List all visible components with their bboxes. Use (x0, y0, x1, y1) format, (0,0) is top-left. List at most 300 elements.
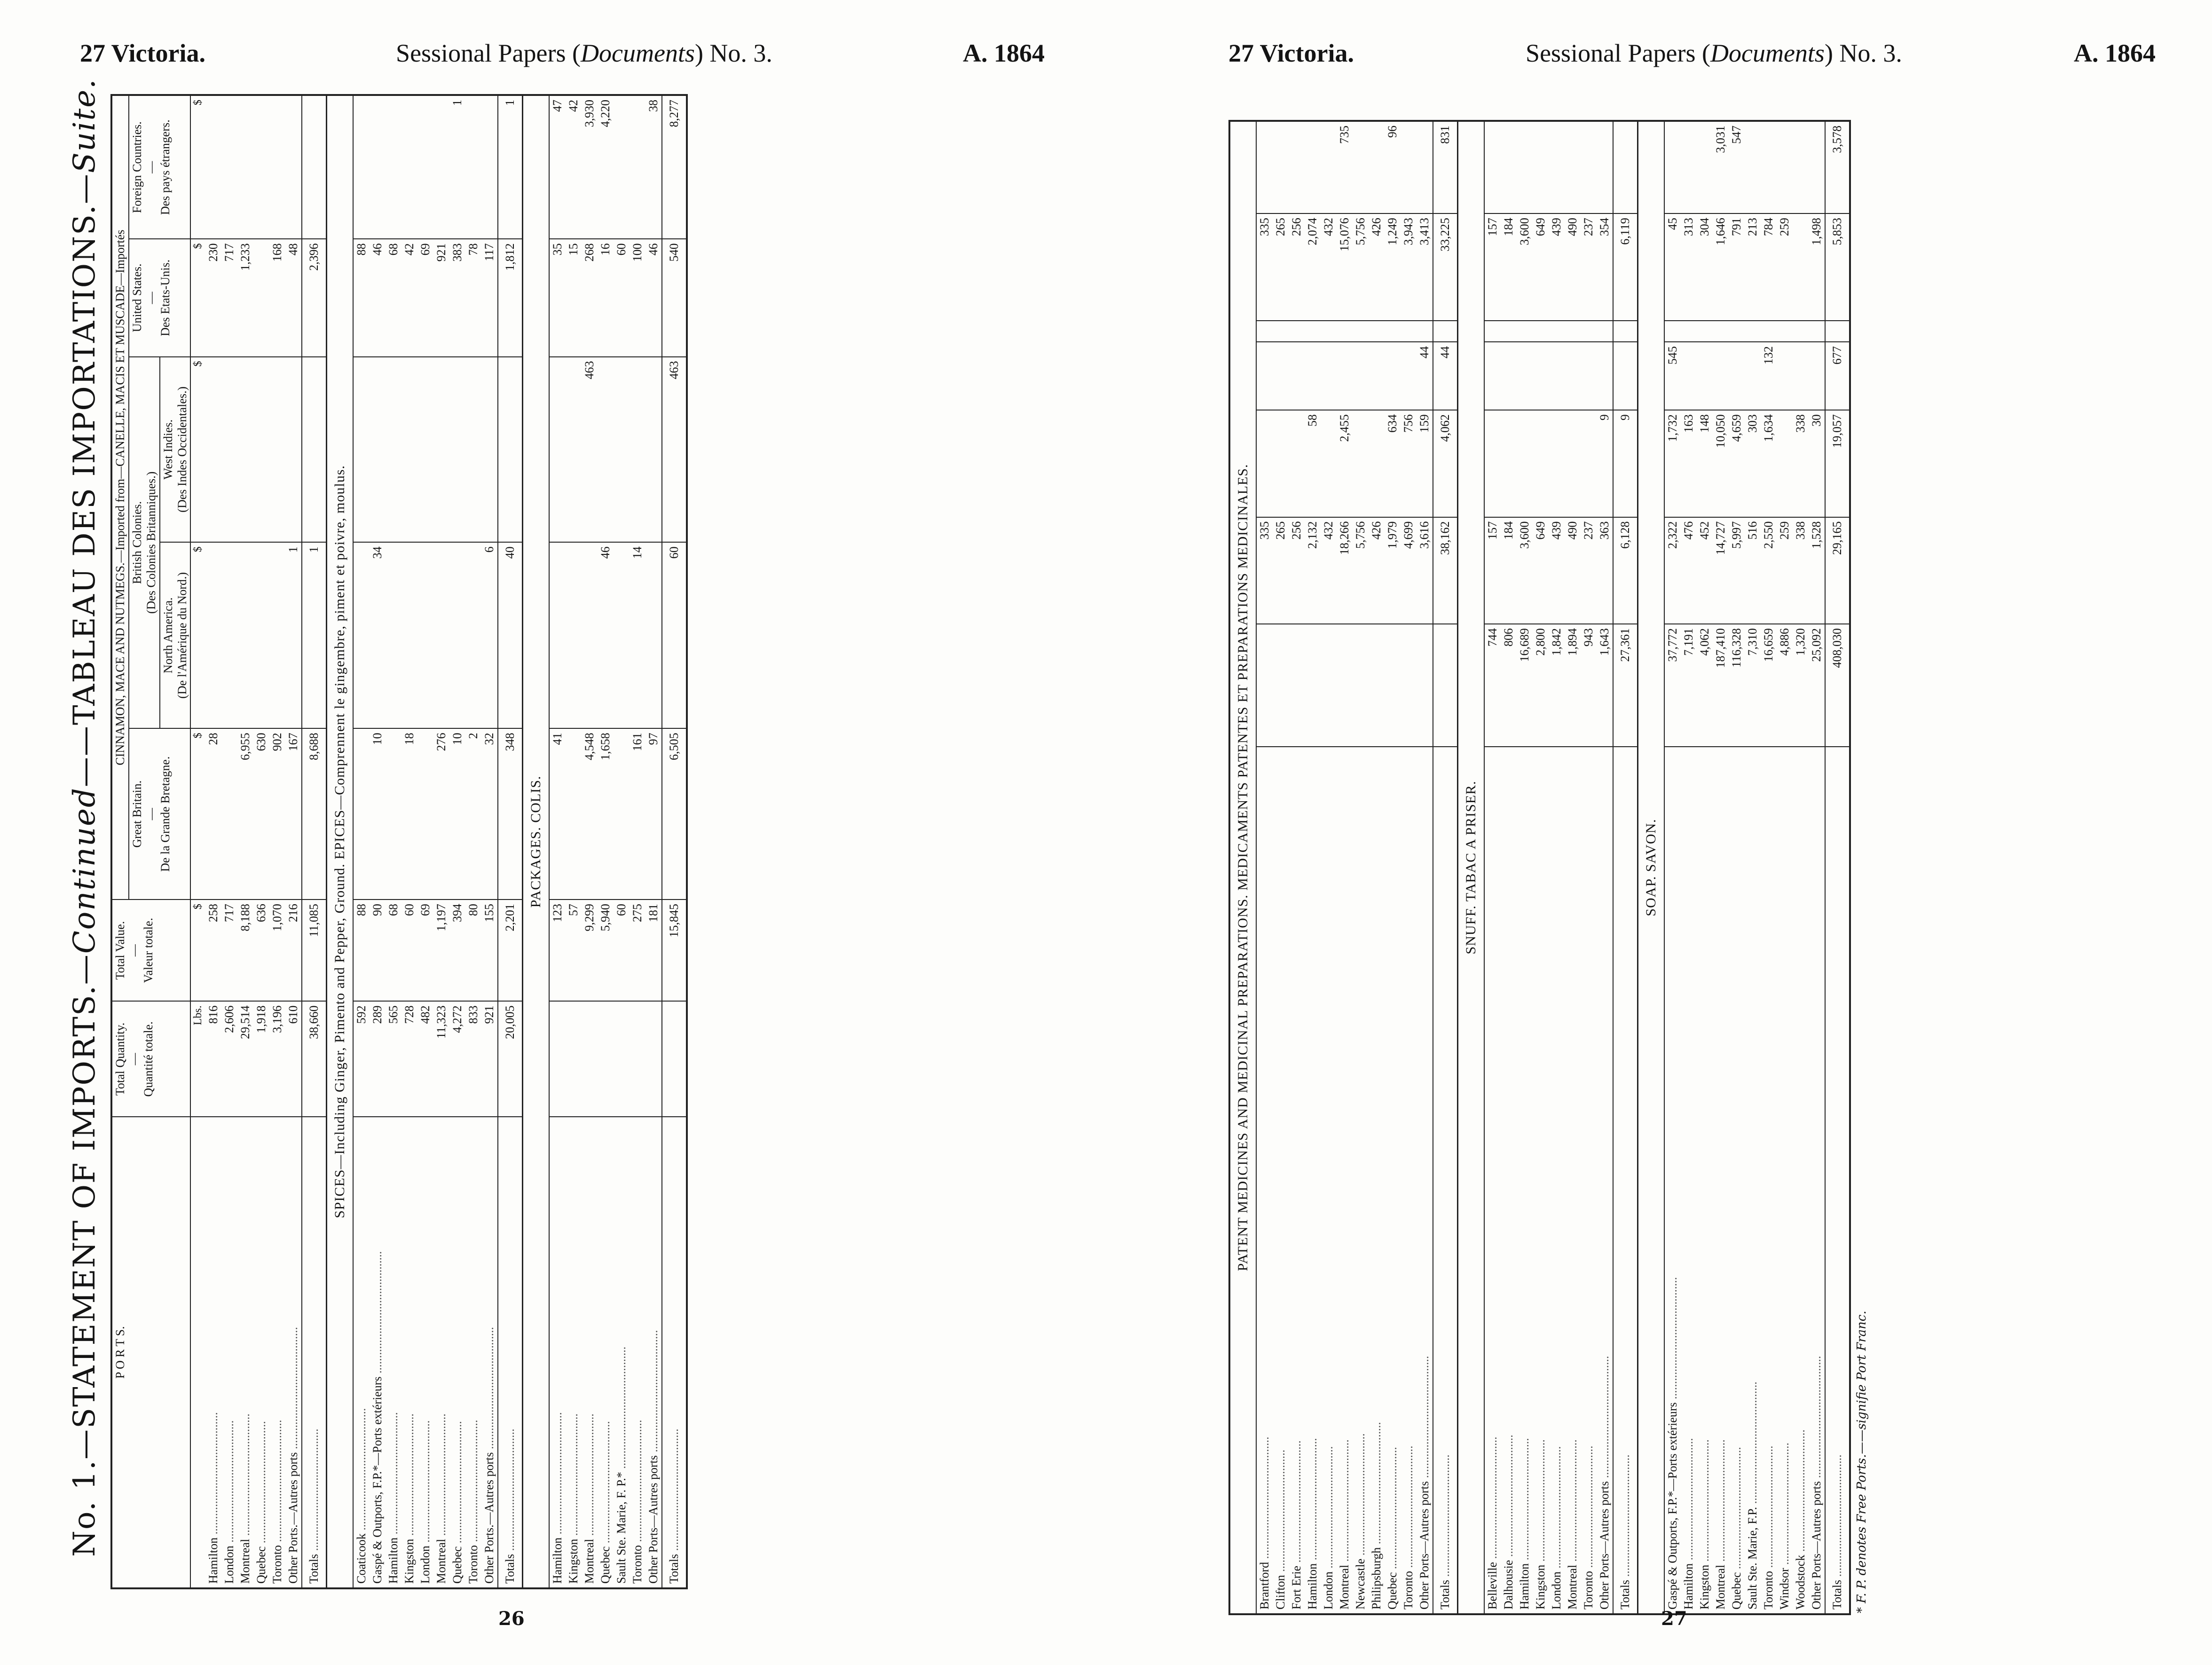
cell-wi (1745, 321, 1761, 342)
cell-fc (1256, 121, 1273, 213)
cell-wi (269, 357, 285, 543)
port-name: Brantford ..... (1256, 747, 1273, 1614)
cell-gb (566, 728, 582, 900)
total-na: 1 (302, 542, 327, 728)
title-main: No. 1.—STATEMENT OF IMPORTS.— (67, 954, 102, 1557)
total-value: 29,165 (1825, 517, 1850, 624)
cell-na (614, 542, 630, 728)
cell-qty (1321, 624, 1337, 746)
cell-us: 313 (1681, 213, 1697, 320)
cell-fc (1321, 121, 1337, 213)
cell-wi (1777, 321, 1793, 342)
total-na: 60 (662, 542, 687, 728)
cell-wi (1809, 321, 1825, 342)
cell-qty: 943 (1581, 624, 1597, 746)
cell-wi (481, 357, 498, 543)
cell-na (1337, 342, 1353, 410)
cell-us: 3,600 (1517, 213, 1533, 320)
cell-fc (1401, 121, 1417, 213)
cell-gb (1581, 410, 1597, 517)
cell-value: 155 (481, 900, 498, 1001)
table-row (1697, 121, 1713, 1614)
total-value: 38,162 (1433, 517, 1458, 624)
sess-suffix: ) No. 3. (694, 39, 772, 67)
cell-fc (1793, 121, 1809, 213)
cell-qty (1385, 624, 1401, 746)
table-row (1305, 121, 1321, 1614)
section-header (327, 95, 354, 1588)
cell-fc (1353, 121, 1369, 213)
cell-gb: 6,955 (237, 728, 253, 900)
cell-us: 168 (269, 239, 285, 356)
port-name: Quebec ..... (1385, 747, 1401, 1614)
port-name: Hamilton ..... (1517, 747, 1533, 1614)
cell-na (1321, 342, 1337, 410)
table-row (253, 95, 269, 1588)
cell-value: 432 (1321, 517, 1337, 624)
cell-gb: 10 (370, 728, 386, 900)
sess-prefix-right: Sessional Papers ( (1526, 39, 1710, 67)
total-value: 6,128 (1613, 517, 1638, 624)
cell-qty: 2,606 (221, 1001, 237, 1117)
cell-qty: 4,272 (449, 1001, 465, 1117)
cell-qty: 806 (1501, 624, 1517, 746)
cell-fc (481, 95, 498, 239)
cell-qty: 1,894 (1565, 624, 1581, 746)
cell-wi (449, 357, 465, 543)
cell-qty: 816 (205, 1001, 221, 1117)
cell-us: 649 (1533, 213, 1549, 320)
port-name: Montreal ..... (1713, 747, 1729, 1614)
totals-row (662, 95, 687, 1588)
cell-fc (237, 95, 253, 239)
right-running-header (1228, 27, 2156, 79)
cell-wi (353, 357, 370, 543)
cell-gb: 167 (285, 728, 302, 900)
cell-gb: 276 (433, 728, 449, 900)
cell-us: 259 (1777, 213, 1793, 320)
cell-wi (1581, 321, 1597, 342)
table-row (1565, 121, 1581, 1614)
cell-value: 90 (370, 900, 386, 1001)
port-name: Montreal ..... (1565, 747, 1581, 1614)
cell-us: 45 (1664, 213, 1681, 320)
cell-fc: 1 (449, 95, 465, 239)
cell-us: 5,756 (1353, 213, 1369, 320)
cell-fc (1501, 121, 1517, 213)
cell-wi (614, 357, 630, 543)
cell-value: 216 (285, 900, 302, 1001)
cell-qty: 289 (370, 1001, 386, 1117)
cell-na: 132 (1761, 342, 1777, 410)
cell-na (1484, 342, 1501, 410)
cell-wi (1337, 321, 1353, 342)
west-indies-header: West Indies. (Des Indes Occidentales.) (160, 357, 191, 543)
unit-blank (190, 1117, 205, 1588)
year-label-right: A. 1864 (2074, 39, 2156, 67)
section-title: SOAP. SAVON. (1638, 121, 1665, 1614)
cell-value: 335 (1256, 517, 1273, 624)
cell-value: 157 (1484, 517, 1501, 624)
section-title: PACKAGES. COLIS. (523, 95, 550, 1588)
total-qty: 408,030 (1825, 624, 1850, 746)
port-name: Montreal ..... (582, 1117, 598, 1588)
cell-na (566, 542, 582, 728)
table-row (1417, 121, 1433, 1614)
cell-na (353, 542, 370, 728)
table-row (1369, 121, 1385, 1614)
right-table-rotated (1228, 120, 2169, 1615)
total-us: 1,812 (498, 239, 523, 356)
cell-wi (386, 357, 401, 543)
cell-wi: 463 (582, 357, 598, 543)
cell-wi (1273, 321, 1289, 342)
cell-fc: 42 (566, 95, 582, 239)
section-title: SPICES—Including Ginger, Pimento and Pepper, Ground. EPICES—Comprennent le gingembre, piment et poivre, moulus. (327, 95, 354, 1588)
cell-qty: 1,918 (253, 1001, 269, 1117)
cell-value: 3,600 (1517, 517, 1533, 624)
port-name: Other Ports—Autres ports ..... (1809, 747, 1825, 1614)
table-row (237, 95, 253, 1588)
cell-fc (401, 95, 417, 239)
cell-qty: 728 (401, 1001, 417, 1117)
port-name: Toronto ..... (1761, 747, 1777, 1614)
cell-us: 100 (630, 239, 645, 356)
port-name: Toronto ..... (630, 1117, 645, 1588)
port-name: Other Ports.—Autres ports ..... (481, 1117, 498, 1588)
cell-na (1549, 342, 1565, 410)
cell-us: 921 (433, 239, 449, 356)
cell-wi (645, 357, 662, 543)
cell-qty (645, 1001, 662, 1117)
port-name: Newcastle ..... (1353, 747, 1369, 1614)
cell-gb: 1,732 (1664, 410, 1681, 517)
cell-fc: 3,930 (582, 95, 598, 239)
cell-gb (417, 728, 433, 900)
cell-fc (1681, 121, 1697, 213)
cell-gb (1517, 410, 1533, 517)
table-row (386, 95, 401, 1588)
cell-gb (1369, 410, 1385, 517)
sessional-papers-label (396, 39, 772, 68)
cell-value: 5,997 (1729, 517, 1745, 624)
cell-qty (1337, 624, 1353, 746)
cell-gb (1256, 410, 1273, 517)
cell-na (1697, 342, 1713, 410)
port-name: Quebec ..... (1729, 747, 1745, 1614)
session-label: 27 Victoria. (80, 39, 205, 67)
port-name: London ..... (221, 1117, 237, 1588)
cell-fc (1273, 121, 1289, 213)
cell-gb: 97 (645, 728, 662, 900)
totals-row (1613, 121, 1638, 1614)
unit-wi: $ (190, 357, 205, 543)
cell-fc (465, 95, 481, 239)
cell-qty (1369, 624, 1385, 746)
unit-value: $ (190, 900, 205, 1001)
port-name: Gaspé & Outports, F.P.*—Ports extérieurs ..... (370, 1117, 386, 1588)
cell-na (417, 542, 433, 728)
unit-gb: $ (190, 728, 205, 900)
cell-gb (1353, 410, 1369, 517)
table-row (1256, 121, 1273, 1614)
cell-qty (582, 1001, 598, 1117)
cell-value: 258 (205, 900, 221, 1001)
cell-wi (1729, 321, 1745, 342)
sess-italic: Documents (580, 39, 695, 67)
cell-qty: 592 (353, 1001, 370, 1117)
cell-fc (1517, 121, 1533, 213)
cell-na (1809, 342, 1825, 410)
cell-us: 46 (645, 239, 662, 356)
totals-row (1433, 121, 1458, 1614)
cell-value: 275 (630, 900, 645, 1001)
port-name: Windsor ..... (1777, 747, 1793, 1614)
total-gb: 19,057 (1825, 410, 1850, 517)
cell-na (549, 542, 566, 728)
cell-fc: 3,031 (1713, 121, 1729, 213)
table-row (205, 95, 221, 1588)
sess-prefix: Sessional Papers ( (396, 39, 581, 67)
cell-na (645, 542, 662, 728)
cell-us: 490 (1565, 213, 1581, 320)
left-table-wrap (110, 94, 1051, 1589)
cell-gb: 58 (1305, 410, 1321, 517)
cell-qty: 29,514 (237, 1001, 253, 1117)
foreign-countries-header: Foreign Countries. — Des pays étrangers. (129, 95, 191, 239)
cell-us: 1,233 (237, 239, 253, 356)
cell-na (1597, 342, 1613, 410)
cell-wi (465, 357, 481, 543)
totals-label: Totals ..... (302, 1117, 327, 1588)
cell-wi (1385, 321, 1401, 342)
cell-na (1501, 342, 1517, 410)
total-wi: 463 (662, 357, 687, 543)
table-row (1664, 121, 1681, 1614)
cell-value: 426 (1369, 517, 1385, 624)
cell-gb: 2,455 (1337, 410, 1353, 517)
cell-na (1729, 342, 1745, 410)
table-row (1597, 121, 1613, 1614)
cell-na: 545 (1664, 342, 1681, 410)
table-row (1385, 121, 1401, 1614)
cell-qty: 4,886 (1777, 624, 1793, 746)
port-name: Other Ports—Autres ports ..... (645, 1117, 662, 1588)
cell-fc: 735 (1337, 121, 1353, 213)
cell-na (582, 542, 598, 728)
cell-us: 60 (614, 239, 630, 356)
right-page (1106, 0, 2212, 1665)
cell-fc: 96 (1385, 121, 1401, 213)
port-name: Hamilton ..... (1305, 747, 1321, 1614)
table-row (1401, 121, 1417, 1614)
cell-wi (1321, 321, 1337, 342)
cell-gb: 756 (1401, 410, 1417, 517)
port-name: Montreal ..... (433, 1117, 449, 1588)
cell-wi (630, 357, 645, 543)
table-row (630, 95, 645, 1588)
cell-gb: 1,658 (598, 728, 614, 900)
cell-fc (269, 95, 285, 239)
cell-qty (549, 1001, 566, 1117)
cell-fc: 547 (1729, 121, 1745, 213)
table-row (481, 95, 498, 1588)
imports-table-left (110, 94, 688, 1589)
port-name: Toronto ..... (269, 1117, 285, 1588)
cell-fc (1369, 121, 1385, 213)
cell-na: 1 (285, 542, 302, 728)
table-row (465, 95, 481, 1588)
cell-fc (1745, 121, 1761, 213)
total-wi (1613, 321, 1638, 342)
cell-wi (1305, 321, 1321, 342)
cell-na (1273, 342, 1289, 410)
port-name: Quebec ..... (449, 1117, 465, 1588)
unit-na: $ (190, 542, 205, 728)
cell-us: 184 (1501, 213, 1517, 320)
cell-gb: 18 (401, 728, 417, 900)
port-name: Hamilton ..... (1681, 747, 1697, 1614)
ports-header: P O R T S. (111, 1117, 190, 1588)
total-qty: 38,660 (302, 1001, 327, 1117)
cell-wi (1256, 321, 1273, 342)
cell-us (1793, 213, 1809, 320)
port-name: Kingston ..... (1533, 747, 1549, 1614)
table-row (1777, 121, 1793, 1614)
totals-label: Totals ..... (1433, 747, 1458, 1614)
cell-gb (1289, 410, 1305, 517)
cell-value: 2,550 (1761, 517, 1777, 624)
cell-wi (1681, 321, 1697, 342)
cell-gb: 4,548 (582, 728, 598, 900)
cell-value: 88 (353, 900, 370, 1001)
port-name: Hamilton ..... (386, 1117, 401, 1588)
cell-na (269, 542, 285, 728)
table-row (1533, 121, 1549, 1614)
total-qty: 27,361 (1613, 624, 1638, 746)
cell-wi (1549, 321, 1565, 342)
port-name: Belleville ..... (1484, 747, 1501, 1614)
total-na: 44 (1433, 342, 1458, 410)
total-fc: 1 (498, 95, 523, 239)
cell-wi (417, 357, 433, 543)
cell-qty (1273, 624, 1289, 746)
cell-gb: 10 (449, 728, 465, 900)
page-number-right: 27 (1661, 1608, 1687, 1630)
section-header (1458, 121, 1485, 1614)
port-name: Kingston ..... (1697, 747, 1713, 1614)
cell-na (1565, 342, 1581, 410)
table-row (598, 95, 614, 1588)
cell-gb: 28 (205, 728, 221, 900)
table-row (614, 95, 630, 1588)
cell-value: 57 (566, 900, 582, 1001)
total-qty (1433, 624, 1458, 746)
cell-wi (1597, 321, 1613, 342)
table-row (285, 95, 302, 1588)
cell-value: 259 (1777, 517, 1793, 624)
cell-us: 717 (221, 239, 237, 356)
totals-row (498, 95, 523, 1588)
port-name: Sault Ste. Marie, F. P.* ..... (614, 1117, 630, 1588)
port-name: Other Ports—Autres ports ..... (1597, 747, 1613, 1614)
cell-gb (1273, 410, 1289, 517)
cell-gb: 32 (481, 728, 498, 900)
right-table-wrap (1228, 120, 2169, 1615)
cell-na (465, 542, 481, 728)
cell-us: 304 (1697, 213, 1713, 320)
unit-qty: Lbs. (190, 1001, 205, 1117)
total-quantity-header: Total Quantity. — Quantité totale. (111, 1001, 190, 1117)
table-row (449, 95, 465, 1588)
cell-wi (253, 357, 269, 543)
port-name: Quebec ..... (253, 1117, 269, 1588)
total-wi (1825, 321, 1850, 342)
cell-value: 3,616 (1417, 517, 1433, 624)
cell-na (1289, 342, 1305, 410)
cell-wi (1369, 321, 1385, 342)
cell-gb: 303 (1745, 410, 1761, 517)
sess-suffix-right: ) No. 3. (1824, 39, 1902, 67)
cell-gb: 634 (1385, 410, 1401, 517)
cell-qty: 1,643 (1597, 624, 1613, 746)
unit-row (190, 95, 205, 1588)
total-wi (1433, 321, 1458, 342)
cell-us: 265 (1273, 213, 1289, 320)
cell-wi (1517, 321, 1533, 342)
cell-gb (221, 728, 237, 900)
cell-gb: 41 (549, 728, 566, 900)
cell-gb (353, 728, 370, 900)
port-name: Montreal ..... (237, 1117, 253, 1588)
port-name: Woodstock ..... (1793, 747, 1809, 1614)
total-us: 2,396 (302, 239, 327, 356)
cell-value: 452 (1697, 517, 1713, 624)
cell-value: 60 (401, 900, 417, 1001)
cell-gb: 4,659 (1729, 410, 1745, 517)
cell-value: 265 (1273, 517, 1289, 624)
cell-fc (285, 95, 302, 239)
total-na: 40 (498, 542, 523, 728)
cell-us: 68 (386, 239, 401, 356)
cell-us: 69 (417, 239, 433, 356)
totals-label: Totals ..... (1825, 747, 1850, 1614)
cell-wi (1353, 321, 1369, 342)
cell-value: 636 (253, 900, 269, 1001)
cell-wi (433, 357, 449, 543)
left-running-header (80, 27, 1045, 79)
port-name: Montreal ..... (1337, 747, 1353, 1614)
cell-na (205, 542, 221, 728)
total-value: 15,845 (662, 900, 687, 1001)
free-port-footnote: * F. P. denotes Free Ports.——signifie Port Franc. (1855, 1310, 1869, 1613)
cell-wi (1713, 321, 1729, 342)
cell-value: 649 (1533, 517, 1549, 624)
cell-fc (1549, 121, 1565, 213)
table-row (1517, 121, 1533, 1614)
total-wi (498, 357, 523, 543)
cell-gb (1777, 410, 1793, 517)
cell-value: 516 (1745, 517, 1761, 624)
title-continued: Continued (67, 787, 102, 954)
cell-us: 88 (353, 239, 370, 356)
totals-row (1825, 121, 1850, 1614)
title-mid: ——TABLEAU DES IMPORTATIONS.— (67, 173, 102, 787)
cell-na (1256, 342, 1273, 410)
totals-row (302, 95, 327, 1588)
cell-qty: 3,196 (269, 1001, 285, 1117)
port-name: Fort Erie ..... (1289, 747, 1305, 1614)
